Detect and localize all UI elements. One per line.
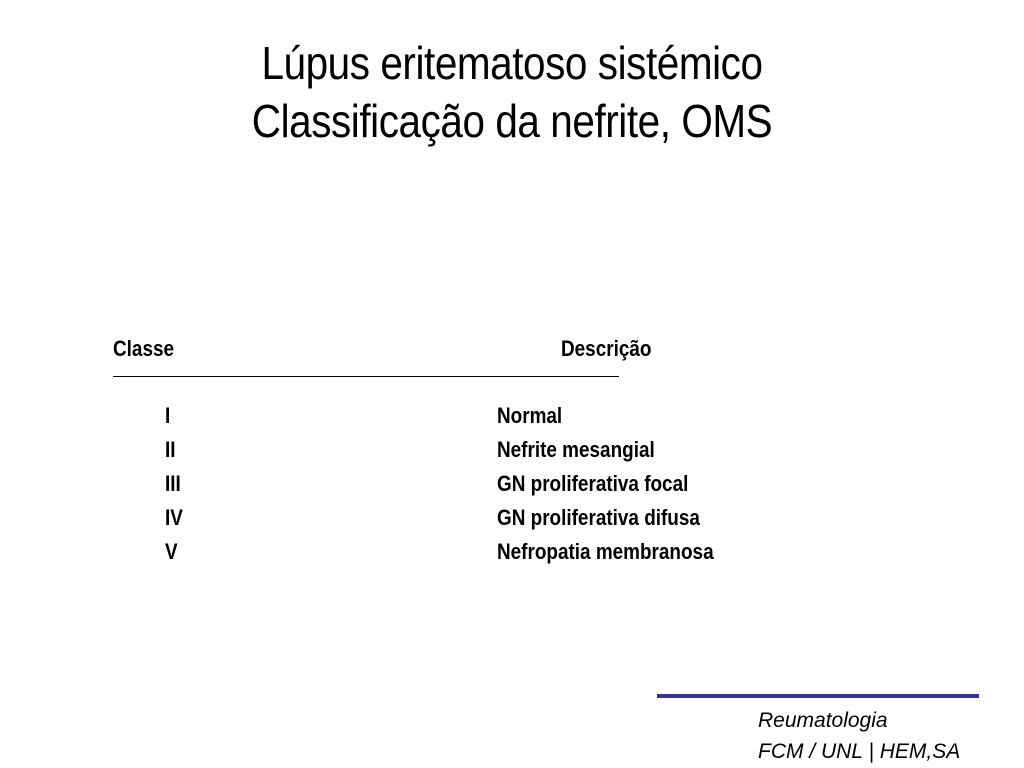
- row-class: I: [165, 403, 171, 428]
- table-row: [113, 436, 813, 470]
- table-row: [113, 470, 813, 504]
- footer-credit: [758, 705, 960, 767]
- row-description: Nefropatia membranosa: [497, 539, 714, 564]
- table-row: [113, 538, 813, 572]
- row-class: IV: [165, 505, 183, 530]
- classification-table: [113, 336, 813, 576]
- slide-title: [0, 34, 1024, 150]
- column-header-class: Classe: [113, 336, 175, 361]
- row-description: GN proliferativa difusa: [497, 505, 700, 530]
- row-description: GN proliferativa focal: [497, 471, 689, 496]
- row-description: Normal: [497, 403, 563, 428]
- row-class: III: [165, 471, 181, 496]
- slide-title-line-2: Classificação da nefrite, OMS: [251, 95, 773, 147]
- slide-title-line-1: Lúpus eritematoso sistémico: [261, 37, 763, 89]
- table-row: [113, 402, 813, 436]
- row-class: V: [165, 539, 178, 564]
- footer-department: Reumatologia: [758, 709, 888, 732]
- row-description: Nefrite mesangial: [497, 437, 655, 462]
- footer-accent-line: [657, 694, 979, 698]
- column-header-description: Descrição: [561, 336, 652, 361]
- header-divider: [113, 376, 619, 377]
- footer-institution: FCM / UNL | HEM,SA: [758, 740, 961, 763]
- row-class: II: [165, 437, 176, 462]
- table-row: [113, 504, 813, 538]
